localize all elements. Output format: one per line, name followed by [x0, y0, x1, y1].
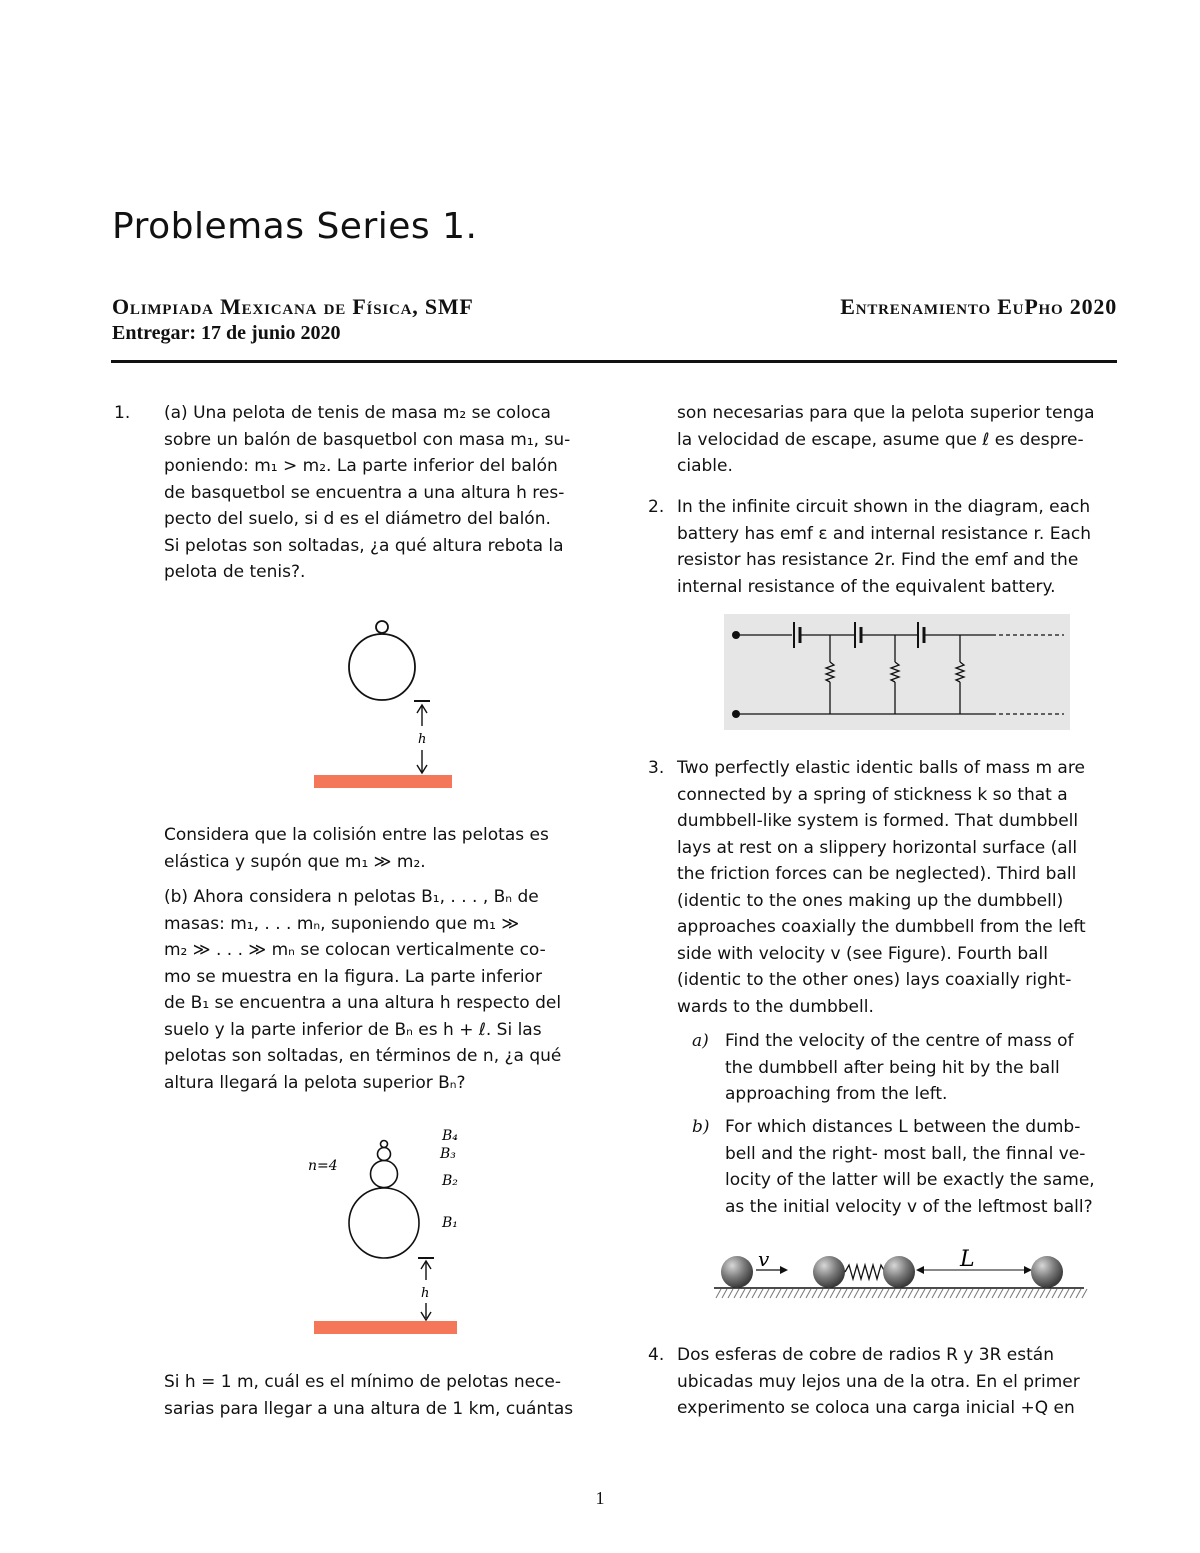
- text-line: internal resistance of the equivalent battery.: [677, 576, 1056, 597]
- hatch-mark: [1064, 1289, 1069, 1298]
- hatch-mark: [926, 1289, 931, 1298]
- text-line: masas: m₁, . . . mₙ, suponiendo que m₁ ≫: [164, 913, 520, 934]
- hatch-mark: [1028, 1289, 1033, 1298]
- text-line: locity of the latter will be exactly the same,: [725, 1170, 1095, 1190]
- text-line: lays at rest on a slippery horizontal surface (all: [677, 837, 1078, 858]
- hatch-mark: [830, 1289, 835, 1298]
- problem1-assumption: [164, 822, 606, 875]
- delivery-date: Entregar: 17 de junio 2020: [112, 322, 341, 344]
- hatch-mark: [902, 1289, 907, 1298]
- text-line: resistor has resistance 2r. Find the emf and the: [677, 550, 1079, 570]
- hatch-mark: [818, 1289, 823, 1298]
- hatch-mark: [824, 1289, 829, 1298]
- hatch-mark: [1034, 1289, 1039, 1298]
- hatch-mark: [806, 1289, 811, 1298]
- text-line: elástica y supón que m₁ ≫ m₂.: [164, 851, 426, 872]
- problem-number: 2.: [648, 497, 665, 517]
- problem4-text: [677, 1342, 1118, 1422]
- text-line: Find the velocity of the centre of mass of: [725, 1031, 1074, 1051]
- text-line: altura llegará la pelota superior Bₙ?: [164, 1072, 466, 1093]
- basketball-shape: [349, 634, 415, 700]
- hatch-mark: [974, 1289, 979, 1298]
- problem2-text: [677, 494, 1118, 600]
- figure-dumbbell: [712, 1238, 1088, 1304]
- ball-left-shape: [721, 1256, 753, 1288]
- hatch-mark: [1040, 1289, 1045, 1298]
- hatch-mark: [1046, 1289, 1051, 1298]
- problem3-part-b: [725, 1114, 1118, 1220]
- dumbbell-ball-2-shape: [883, 1256, 915, 1288]
- hatch-mark: [1016, 1289, 1021, 1298]
- hatch-mark: [866, 1289, 871, 1298]
- floor-hatching: [716, 1289, 1087, 1298]
- text-line: Si pelotas son soltadas, ¿a qué altura rebota la: [164, 535, 564, 556]
- hatch-mark: [776, 1289, 781, 1298]
- hatch-mark: [782, 1289, 787, 1298]
- header-rule: [111, 360, 1117, 363]
- text-line: dumbbell-like system is formed. That dumbbell: [677, 811, 1079, 831]
- hatch-mark: [734, 1289, 739, 1298]
- text-line: wards to the dumbbell.: [677, 996, 874, 1017]
- text-line: suelo y la parte inferior de Bₙ es h + ℓ. Si las: [164, 1019, 542, 1040]
- hatch-mark: [1010, 1289, 1015, 1298]
- text-line: la velocidad de escape, asume que ℓ es despre-: [677, 429, 1084, 450]
- page-number: 1: [595, 1488, 605, 1508]
- text-line: poniendo: m₁ > m₂. La parte inferior del balón: [164, 456, 558, 476]
- hatch-mark: [794, 1289, 799, 1298]
- text-line: approaches coaxially the dumbbell from the left: [677, 917, 1086, 937]
- hatch-mark: [728, 1289, 733, 1298]
- hatch-mark: [716, 1289, 721, 1298]
- n-label: n=4: [308, 1158, 338, 1174]
- ball-right-shape: [1031, 1256, 1063, 1288]
- hatch-mark: [998, 1289, 1003, 1298]
- text-line: battery has emf ε and internal resistance r. Each: [677, 523, 1092, 544]
- text-line: bell and the right- most ball, the finnal ve-: [725, 1143, 1086, 1164]
- ball-b4-shape: [381, 1141, 388, 1148]
- hatch-mark: [872, 1289, 877, 1298]
- hatch-mark: [962, 1289, 967, 1298]
- text-line: In the infinite circuit shown in the diagram, each: [677, 497, 1091, 517]
- spring-shape: [845, 1265, 885, 1279]
- hatch-mark: [812, 1289, 817, 1298]
- hatch-mark: [950, 1289, 955, 1298]
- hatch-mark: [944, 1289, 949, 1298]
- problem1-part-b: [164, 884, 606, 1096]
- b2-label: B₂: [442, 1173, 458, 1189]
- text-line: (identic to the other ones) lays coaxially right-: [677, 970, 1072, 990]
- hatch-mark: [740, 1289, 745, 1298]
- hatch-mark: [1082, 1289, 1087, 1298]
- b1-label: B₁: [442, 1215, 458, 1231]
- hatch-mark: [956, 1289, 961, 1298]
- text-line: de B₁ se encuentra a una altura h respecto del: [164, 993, 562, 1013]
- figure-infinite-circuit: [724, 614, 1070, 730]
- hatch-mark: [968, 1289, 973, 1298]
- text-line: approaching from the left.: [725, 1084, 948, 1104]
- velocity-label: v: [758, 1247, 770, 1271]
- height-label: h: [421, 1286, 430, 1301]
- distance-arrowhead-left: [916, 1266, 924, 1274]
- organization-name: Olimpiada Mexicana de Física, SMF: [112, 294, 474, 319]
- text-line: sarias para llegar a una altura de 1 km, cuántas: [164, 1398, 574, 1419]
- hatch-mark: [932, 1289, 937, 1298]
- text-line: the dumbbell after being hit by the ball: [725, 1057, 1060, 1078]
- figure-stacked-balls-ground: [300, 1250, 470, 1340]
- hatch-mark: [980, 1289, 985, 1298]
- hatch-mark: [788, 1289, 793, 1298]
- hatch-mark: [1058, 1289, 1063, 1298]
- text-line: Two perfectly elastic identic balls of mass m are: [677, 758, 1085, 778]
- hatch-mark: [1070, 1289, 1075, 1298]
- text-line: ciable.: [677, 456, 733, 476]
- velocity-arrowhead: [780, 1266, 788, 1274]
- hatch-mark: [836, 1289, 841, 1298]
- text-line: connected by a spring of stickness k so that a: [677, 784, 1068, 805]
- text-line: ubicadas muy lejos una de la otra. En el primer: [677, 1371, 1080, 1392]
- ground-shape: [314, 1321, 457, 1334]
- subpart-a-label: a): [692, 1031, 709, 1051]
- figure-ball-drop: [300, 618, 480, 794]
- distance-label: L: [960, 1247, 975, 1272]
- hatch-mark: [938, 1289, 943, 1298]
- hatch-mark: [770, 1289, 775, 1298]
- hatch-mark: [986, 1289, 991, 1298]
- hatch-mark: [758, 1289, 763, 1298]
- problem-number: 1.: [114, 403, 131, 423]
- hatch-mark: [1022, 1289, 1027, 1298]
- ball-b1-shape: [349, 1188, 419, 1258]
- text-line: mo se muestra en la figura. La parte inferior: [164, 966, 542, 987]
- text-line: m₂ ≫ . . . ≫ mₙ se colocan verticalmente co-: [164, 940, 546, 960]
- b4-label: B₄: [442, 1128, 458, 1144]
- ground-shape: [314, 775, 452, 788]
- dumbbell-ball-1-shape: [813, 1256, 845, 1288]
- hatch-mark: [764, 1289, 769, 1298]
- text-line: pelotas son soltadas, en términos de n, ¿a qué: [164, 1046, 562, 1066]
- text-line: side with velocity v (see Figure). Fourth ball: [677, 943, 1049, 964]
- problem1-part-a: [164, 400, 606, 586]
- hatch-mark: [884, 1289, 889, 1298]
- problem-number: 4.: [648, 1345, 665, 1365]
- text-line: as the initial velocity v of the leftmost ball?: [725, 1196, 1093, 1217]
- hatch-mark: [848, 1289, 853, 1298]
- text-line: pecto del suelo, si d es el diámetro del balón.: [164, 509, 551, 529]
- distance-arrowhead-right: [1024, 1266, 1032, 1274]
- problem1-part-c: [164, 1369, 606, 1422]
- subpart-b-label: b): [692, 1117, 710, 1137]
- text-line: (a) Una pelota de tenis de masa m₂ se coloca: [164, 403, 551, 423]
- hatch-mark: [914, 1289, 919, 1298]
- hatch-mark: [992, 1289, 997, 1298]
- text-line: Dos esferas de cobre de radios R y 3R están: [677, 1345, 1054, 1365]
- text-line: (identic to the ones making up the dumbbell): [677, 890, 1064, 911]
- text-line: Si h = 1 m, cuál es el mínimo de pelotas nece-: [164, 1372, 561, 1392]
- problem1-continued: [677, 400, 1117, 480]
- text-line: son necesarias para que la pelota superior tenga: [677, 403, 1095, 423]
- height-label: h: [418, 732, 427, 747]
- text-line: de basquetbol se encuentra a una altura h res-: [164, 482, 565, 503]
- hatch-mark: [854, 1289, 859, 1298]
- tennis-ball-shape: [376, 621, 388, 633]
- hatch-mark: [1076, 1289, 1081, 1298]
- ball-b2-shape: [371, 1161, 398, 1188]
- text-line: pelota de tenis?.: [164, 562, 306, 582]
- hatch-mark: [896, 1289, 901, 1298]
- hatch-mark: [1004, 1289, 1009, 1298]
- training-name: Entrenamiento EuPho 2020: [840, 294, 1117, 319]
- hatch-mark: [746, 1289, 751, 1298]
- ball-b3-shape: [378, 1148, 391, 1161]
- text-line: sobre un balón de basquetbol con masa m₁, su-: [164, 429, 571, 450]
- hatch-mark: [878, 1289, 883, 1298]
- text-line: (b) Ahora considera n pelotas B₁, . . . , Bₙ de: [164, 887, 539, 907]
- hatch-mark: [722, 1289, 727, 1298]
- page-title: Problemas Series 1.: [112, 206, 478, 247]
- hatch-mark: [842, 1289, 847, 1298]
- text-line: experimento se coloca una carga inicial +Q en: [677, 1398, 1075, 1418]
- hatch-mark: [800, 1289, 805, 1298]
- text-line: Considera que la colisión entre las pelotas es: [164, 825, 549, 845]
- hatch-mark: [908, 1289, 913, 1298]
- problem3-text: [677, 755, 1118, 1020]
- hatch-mark: [752, 1289, 757, 1298]
- hatch-mark: [860, 1289, 865, 1298]
- b3-label: B₃: [440, 1146, 456, 1162]
- problem-number: 3.: [648, 758, 665, 778]
- hatch-mark: [920, 1289, 925, 1298]
- problem3-part-a: [725, 1028, 1118, 1108]
- text-line: the friction forces can be neglected). Third ball: [677, 864, 1077, 884]
- hatch-mark: [1052, 1289, 1057, 1298]
- text-line: For which distances L between the dumb-: [725, 1117, 1081, 1137]
- hatch-mark: [890, 1289, 895, 1298]
